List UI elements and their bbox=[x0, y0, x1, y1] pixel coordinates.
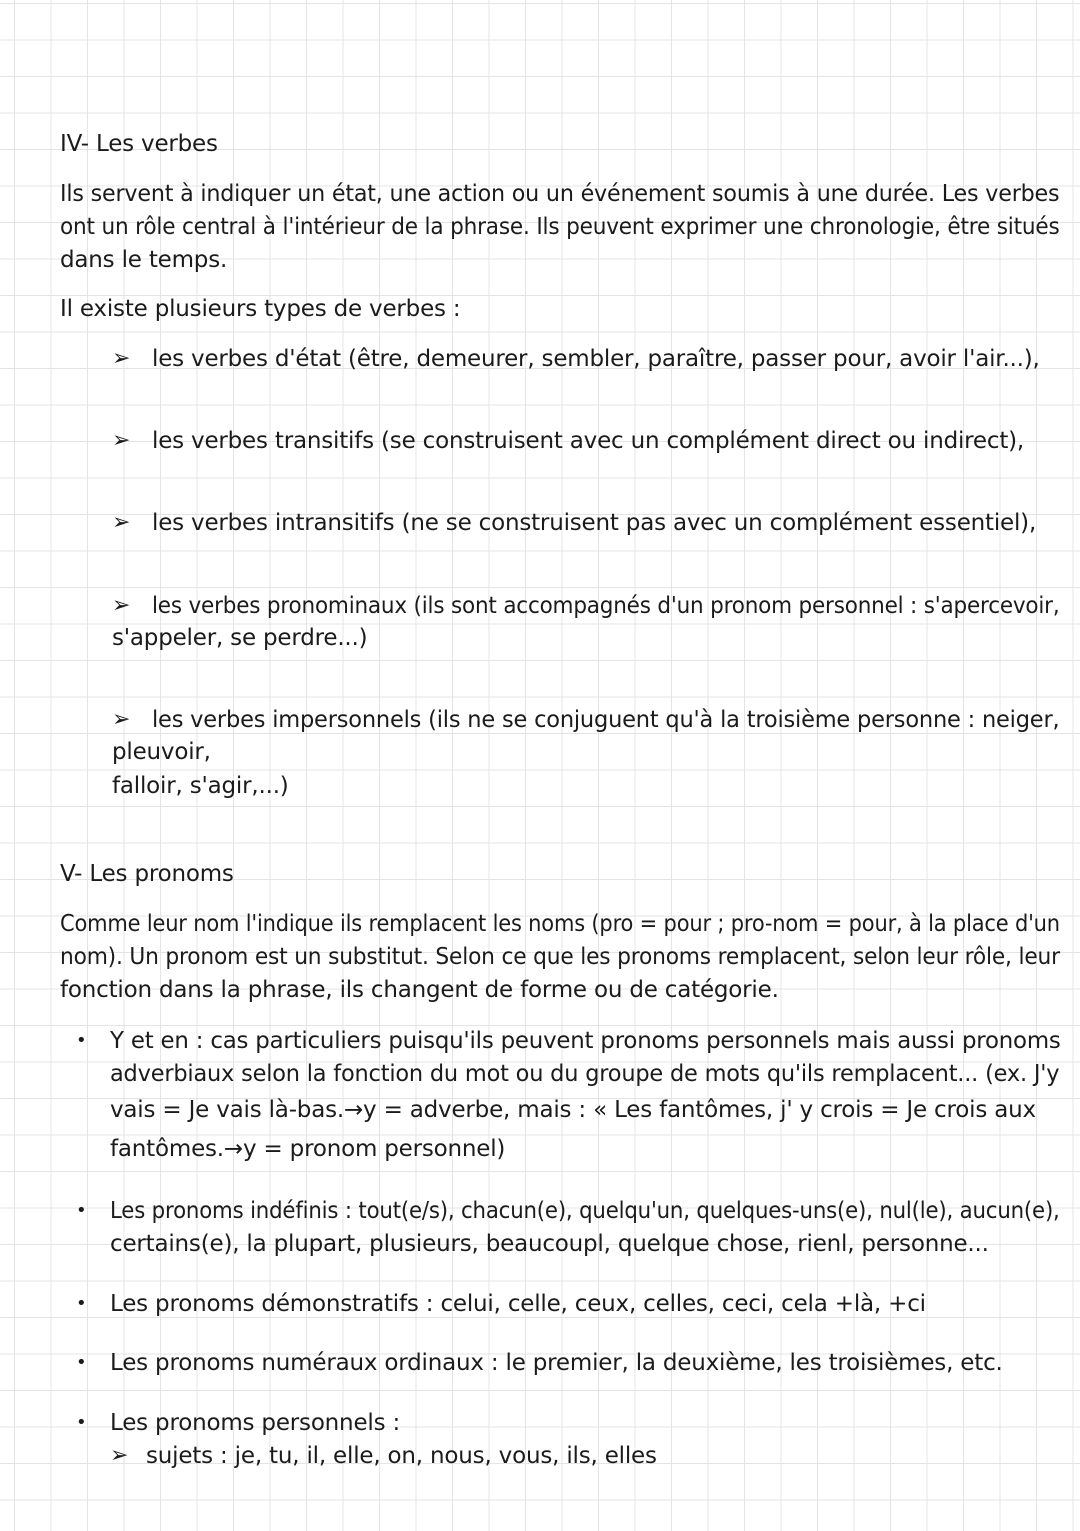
verb-type-item-continuation: s'appeler, se perdre...) bbox=[112, 625, 368, 651]
pronoun-bullet-line: adverbiaux selon la fonction du mot ou du groupe de mots qu'ils remplacent... (ex. J'y bbox=[110, 1061, 1060, 1087]
verb-type-item: les verbes d'état (être, demeurer, sembler, paraître, passer pour, avoir l'air...), bbox=[152, 346, 1040, 372]
bullet-dot-icon: • bbox=[76, 1200, 87, 1221]
bullet-dot-icon: • bbox=[76, 1352, 87, 1373]
verb-type-item-continuation: falloir, s'agir,...) bbox=[112, 773, 289, 799]
verb-type-item: les verbes transitifs (se construisent avec un complément direct ou indirect), bbox=[152, 428, 1025, 454]
verb-types-intro: Il existe plusieurs types de verbes : bbox=[60, 296, 461, 322]
pronoun-bullet-line: Les pronoms indéfinis : tout(e/s), chacun(e), quelqu'un, quelques-uns(e), nul(le), aucun(e), bbox=[110, 1198, 1060, 1224]
personal-pronoun-subjects: sujets : je, tu, il, elle, on, nous, vous, ils, elles bbox=[146, 1443, 657, 1469]
section-iv-intro-line: dans le temps. bbox=[60, 247, 228, 273]
arrow-bullet-icon: ➢ bbox=[112, 593, 131, 618]
bullet-dot-icon: • bbox=[76, 1412, 87, 1433]
pronoun-bullet-line: fantômes.→y = pronom personnel) bbox=[110, 1136, 506, 1162]
section-v-intro-line: Comme leur nom l'indique ils remplacent les noms (pro = pour ; pro-nom = pour, à la place d'un bbox=[60, 911, 1060, 937]
section-v-intro-line: nom). Un pronom est un substitut. Selon ce que les pronoms remplacent, selon leur rôle, leur bbox=[60, 944, 1060, 970]
pronoun-bullet-line: vais = Je vais là-bas.→y = adverbe, mais : « Les fantômes, j' y crois = Je crois aux bbox=[110, 1097, 1036, 1123]
section-iv-intro-line: Ils servent à indiquer un état, une action ou un événement soumis à une durée. Les verbes bbox=[60, 181, 1060, 207]
section-iv-intro-line: ont un rôle central à l'intérieur de la phrase. Ils peuvent exprimer une chronologie, être situés bbox=[60, 214, 1060, 240]
section-v-title: V- Les pronoms bbox=[60, 861, 234, 887]
arrow-bullet-icon: ➢ bbox=[112, 510, 131, 535]
verb-type-item: les verbes impersonnels (ils ne se conjuguent qu'à la troisième personne : neiger, bbox=[152, 707, 1060, 733]
pronoun-bullet-line: Les pronoms numéraux ordinaux : le premier, la deuxième, les troisièmes, etc. bbox=[110, 1350, 1003, 1376]
pronoun-bullet-line: Les pronoms personnels : bbox=[110, 1410, 401, 1436]
verb-type-item: les verbes pronominaux (ils sont accompagnés d'un pronom personnel : s'apercevoir, bbox=[152, 593, 1060, 619]
verb-type-item-continuation: pleuvoir, bbox=[112, 739, 211, 765]
pronoun-bullet-line: Les pronoms démonstratifs : celui, celle, ceux, celles, ceci, cela +là, +ci bbox=[110, 1291, 926, 1317]
arrow-bullet-icon: ➢ bbox=[112, 346, 131, 371]
arrow-bullet-icon: ➢ bbox=[110, 1443, 129, 1468]
section-v-intro-line: fonction dans la phrase, ils changent de forme ou de catégorie. bbox=[60, 977, 779, 1003]
pronoun-bullet-line: certains(e), la plupart, plusieurs, beaucoupl, quelque chose, rienl, personne... bbox=[110, 1231, 989, 1257]
bullet-dot-icon: • bbox=[76, 1293, 87, 1314]
arrow-bullet-icon: ➢ bbox=[112, 707, 131, 732]
bullet-dot-icon: • bbox=[76, 1030, 87, 1051]
pronoun-bullet-line: Y et en : cas particuliers puisqu'ils peuvent pronoms personnels mais aussi pronoms bbox=[110, 1028, 1061, 1054]
verb-type-item: les verbes intransitifs (ne se construisent pas avec un complément essentiel), bbox=[152, 510, 1037, 536]
section-iv-title: IV- Les verbes bbox=[60, 131, 218, 157]
arrow-bullet-icon: ➢ bbox=[112, 428, 131, 453]
